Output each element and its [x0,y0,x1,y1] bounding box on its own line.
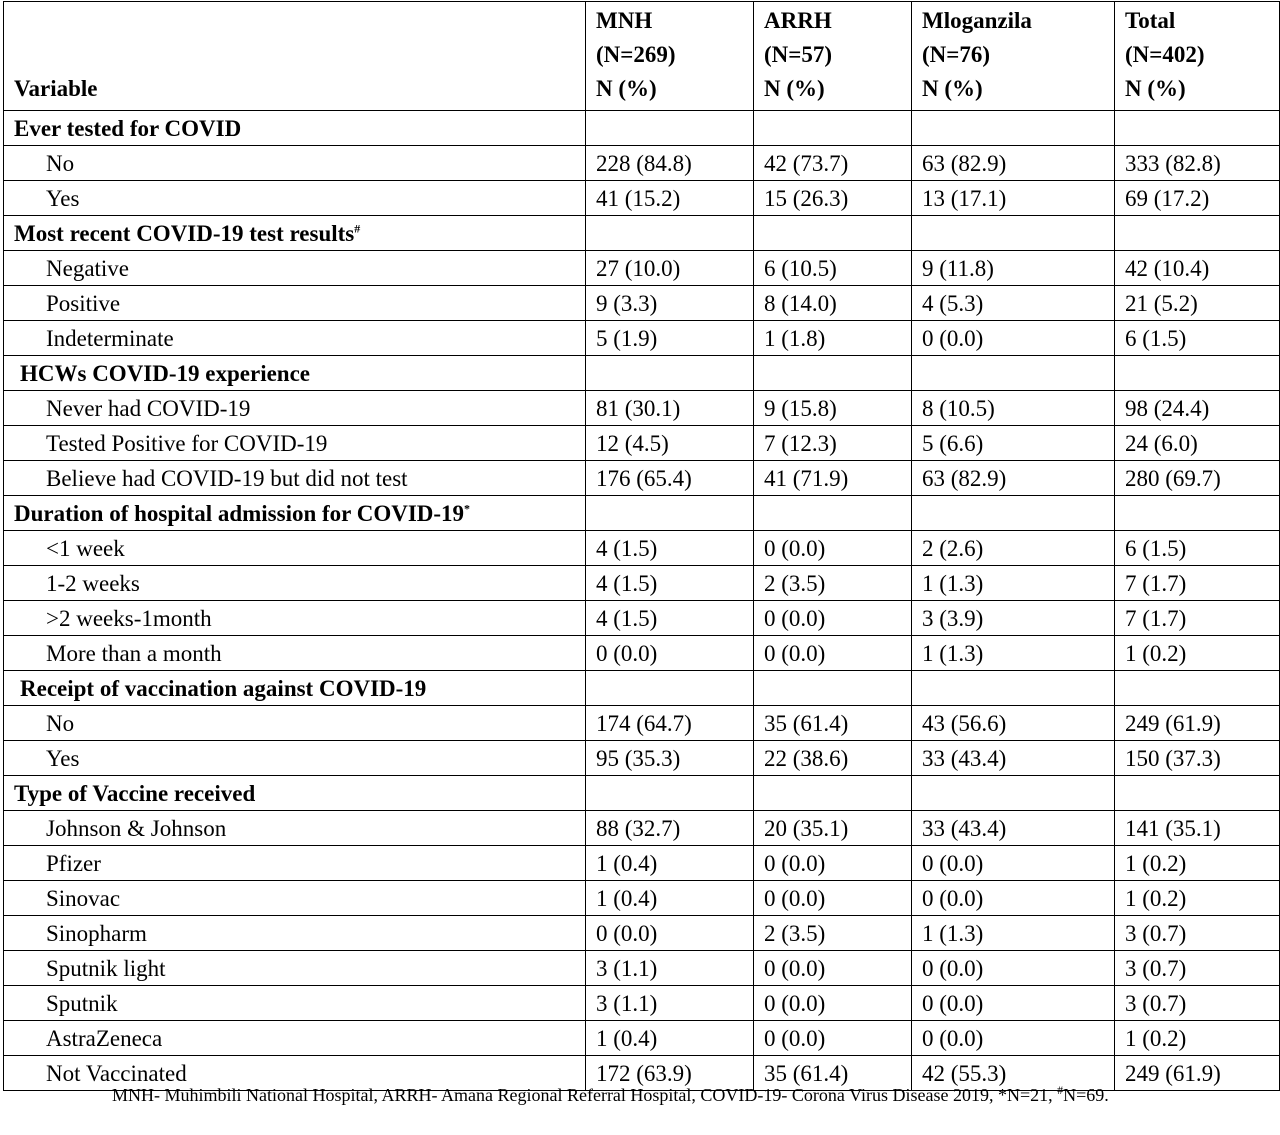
header-total-unit: N (%) [1125,76,1186,101]
section-empty-cell [1115,216,1280,251]
row-value: 35 (61.4) [754,706,912,741]
section-title: Most recent COVID-19 test results [14,220,355,246]
row-value: 24 (6.0) [1115,426,1280,461]
table-row [4,391,1280,426]
row-value: 42 (55.3) [912,1056,1115,1091]
row-value: 1 (0.4) [586,881,754,916]
section-empty-cell [754,776,912,811]
row-value: 7 (1.7) [1115,566,1280,601]
section-row [4,776,1280,811]
row-value: 0 (0.0) [754,1021,912,1056]
row-value: 0 (0.0) [754,636,912,671]
header-variable [4,2,586,111]
row-label: No [4,706,586,741]
row-label: Sputnik light [4,951,586,986]
header-mnh-n: (N=269) [596,42,676,67]
section-empty-cell [1115,496,1280,531]
section-row [4,216,1280,251]
row-value: 13 (17.1) [912,181,1115,216]
table-row [4,811,1280,846]
row-value: 6 (1.5) [1115,321,1280,356]
table-row [4,181,1280,216]
row-value: 0 (0.0) [912,1021,1115,1056]
row-value: 4 (1.5) [586,601,754,636]
row-value: 0 (0.0) [912,881,1115,916]
table-row [4,461,1280,496]
table-row [4,531,1280,566]
row-value: 172 (63.9) [586,1056,754,1091]
row-label: Indeterminate [4,321,586,356]
row-value: 1 (0.2) [1115,881,1280,916]
table-row [4,601,1280,636]
header-mloganzila [912,2,1115,111]
row-label: Sinovac [4,881,586,916]
results-table [3,1,1280,1091]
row-value: 41 (71.9) [754,461,912,496]
section-title: Duration of hospital admission for COVID-19 [14,500,465,526]
row-value: 0 (0.0) [912,846,1115,881]
row-value: 1 (0.4) [586,846,754,881]
row-value: 1 (0.2) [1115,1021,1280,1056]
section-empty-cell [1115,111,1280,146]
header-arrh-name: ARRH [764,8,832,33]
row-value: 21 (5.2) [1115,286,1280,321]
row-value: 0 (0.0) [912,951,1115,986]
row-value: 1 (0.2) [1115,846,1280,881]
table-header [4,2,1280,111]
table-row [4,706,1280,741]
row-value: 98 (24.4) [1115,391,1280,426]
row-value: 4 (5.3) [912,286,1115,321]
table-body [4,111,1280,1091]
section-title-cell [4,671,586,706]
row-label: Positive [4,286,586,321]
footnote-tail: N=69. [1063,1085,1109,1105]
section-title-cell [4,356,586,391]
row-value: 3 (1.1) [586,951,754,986]
row-label: Never had COVID-19 [4,391,586,426]
section-empty-cell [586,111,754,146]
table-footnote [112,1084,1264,1107]
section-empty-cell [912,671,1115,706]
row-value: 33 (43.4) [912,811,1115,846]
table-row [4,286,1280,321]
section-title-sup: * [464,500,471,515]
row-value: 7 (1.7) [1115,601,1280,636]
header-total [1115,2,1280,111]
row-value: 42 (10.4) [1115,251,1280,286]
table-row [4,1021,1280,1056]
row-label: >2 weeks-1month [4,601,586,636]
section-title-cell [4,111,586,146]
header-variable-label: Variable [14,76,98,101]
row-value: 12 (4.5) [586,426,754,461]
row-value: 22 (38.6) [754,741,912,776]
header-total-name: Total [1125,8,1176,33]
row-label: 1-2 weeks [4,566,586,601]
row-label: No [4,146,586,181]
section-title-cell [4,496,586,531]
row-label: Not Vaccinated [4,1056,586,1091]
table-row [4,251,1280,286]
row-value: 0 (0.0) [754,986,912,1021]
row-value: 1 (1.8) [754,321,912,356]
row-label: Yes [4,741,586,776]
row-value: 0 (0.0) [754,601,912,636]
row-value: 280 (69.7) [1115,461,1280,496]
row-value: 1 (1.3) [912,916,1115,951]
section-empty-cell [912,776,1115,811]
row-value: 228 (84.8) [586,146,754,181]
header-row [4,2,1280,111]
section-empty-cell [1115,776,1280,811]
row-value: 0 (0.0) [754,531,912,566]
row-label: Sinopharm [4,916,586,951]
row-value: 1 (0.2) [1115,636,1280,671]
row-label: Sputnik [4,986,586,1021]
row-label: Believe had COVID-19 but did not test [4,461,586,496]
section-empty-cell [586,671,754,706]
section-empty-cell [586,496,754,531]
row-label: Pfizer [4,846,586,881]
table-row [4,426,1280,461]
row-value: 41 (15.2) [586,181,754,216]
row-label: Johnson & Johnson [4,811,586,846]
row-value: 0 (0.0) [912,986,1115,1021]
row-value: 81 (30.1) [586,391,754,426]
footnote-hash-sup: # [1057,1083,1064,1097]
header-mloganzila-name: Mloganzila [922,8,1032,33]
row-value: 0 (0.0) [754,951,912,986]
header-arrh-unit: N (%) [764,76,825,101]
row-value: 88 (32.7) [586,811,754,846]
row-value: 6 (1.5) [1115,531,1280,566]
row-value: 0 (0.0) [586,916,754,951]
section-row [4,496,1280,531]
row-value: 27 (10.0) [586,251,754,286]
header-arrh [754,2,912,111]
section-title: Ever tested for COVID [14,115,242,141]
row-value: 8 (10.5) [912,391,1115,426]
row-value: 150 (37.3) [1115,741,1280,776]
section-row [4,671,1280,706]
row-value: 4 (1.5) [586,566,754,601]
row-value: 33 (43.4) [912,741,1115,776]
section-empty-cell [754,671,912,706]
row-value: 1 (1.3) [912,636,1115,671]
row-label: Negative [4,251,586,286]
row-value: 4 (1.5) [586,531,754,566]
section-empty-cell [754,111,912,146]
table-row [4,741,1280,776]
row-value: 249 (61.9) [1115,706,1280,741]
row-value: 333 (82.8) [1115,146,1280,181]
row-value: 3 (3.9) [912,601,1115,636]
row-label: AstraZeneca [4,1021,586,1056]
table-row [4,636,1280,671]
section-title-sup: # [354,220,361,235]
row-value: 0 (0.0) [912,321,1115,356]
row-value: 5 (1.9) [586,321,754,356]
header-mnh-unit: N (%) [596,76,657,101]
section-title-cell [4,216,586,251]
section-empty-cell [754,356,912,391]
row-value: 174 (64.7) [586,706,754,741]
section-title: Type of Vaccine received [14,780,256,806]
row-value: 20 (35.1) [754,811,912,846]
row-value: 9 (3.3) [586,286,754,321]
row-value: 63 (82.9) [912,461,1115,496]
table-row [4,986,1280,1021]
table-row [4,951,1280,986]
footnote-main: MNH- Muhimbili National Hospital, ARRH- Amana Regional Referral Hospital, COVID-19- Corona Virus Disease 2019, *N=21, [112,1085,1053,1105]
section-empty-cell [586,776,754,811]
row-value: 1 (0.4) [586,1021,754,1056]
row-value: 176 (65.4) [586,461,754,496]
row-value: 2 (2.6) [912,531,1115,566]
row-value: 9 (11.8) [912,251,1115,286]
row-value: 5 (6.6) [912,426,1115,461]
row-label: Tested Positive for COVID-19 [4,426,586,461]
section-empty-cell [912,356,1115,391]
header-total-n: (N=402) [1125,42,1205,67]
section-empty-cell [1115,356,1280,391]
row-value: 7 (12.3) [754,426,912,461]
table-row [4,846,1280,881]
table-row [4,566,1280,601]
header-mloganzila-n: (N=76) [922,42,991,67]
header-mnh-name: MNH [596,8,653,33]
row-value: 35 (61.4) [754,1056,912,1091]
row-value: 3 (0.7) [1115,986,1280,1021]
section-empty-cell [912,111,1115,146]
row-value: 1 (1.3) [912,566,1115,601]
section-empty-cell [754,216,912,251]
row-value: 249 (61.9) [1115,1056,1280,1091]
section-empty-cell [754,496,912,531]
row-value: 0 (0.0) [754,881,912,916]
table-container [3,1,1280,1091]
section-empty-cell [586,356,754,391]
section-title: Receipt of vaccination against COVID-19 [20,675,427,701]
header-arrh-n: (N=57) [764,42,833,67]
header-mnh [586,2,754,111]
header-mloganzila-unit: N (%) [922,76,983,101]
table-row [4,881,1280,916]
row-value: 3 (0.7) [1115,916,1280,951]
section-row [4,111,1280,146]
row-value: 42 (73.7) [754,146,912,181]
row-value: 6 (10.5) [754,251,912,286]
section-title-cell [4,776,586,811]
section-empty-cell [912,496,1115,531]
table-row [4,321,1280,356]
row-value: 43 (56.6) [912,706,1115,741]
row-value: 2 (3.5) [754,566,912,601]
row-value: 2 (3.5) [754,916,912,951]
section-empty-cell [1115,671,1280,706]
section-row [4,356,1280,391]
row-label: Yes [4,181,586,216]
row-value: 3 (0.7) [1115,951,1280,986]
table-row [4,916,1280,951]
row-value: 8 (14.0) [754,286,912,321]
row-value: 141 (35.1) [1115,811,1280,846]
row-label: <1 week [4,531,586,566]
row-value: 3 (1.1) [586,986,754,1021]
row-value: 69 (17.2) [1115,181,1280,216]
row-value: 15 (26.3) [754,181,912,216]
section-empty-cell [586,216,754,251]
row-value: 63 (82.9) [912,146,1115,181]
row-value: 9 (15.8) [754,391,912,426]
row-value: 95 (35.3) [586,741,754,776]
section-title: HCWs COVID-19 experience [20,360,311,386]
row-value: 0 (0.0) [586,636,754,671]
table-row [4,146,1280,181]
section-empty-cell [912,216,1115,251]
row-value: 0 (0.0) [754,846,912,881]
row-label: More than a month [4,636,586,671]
